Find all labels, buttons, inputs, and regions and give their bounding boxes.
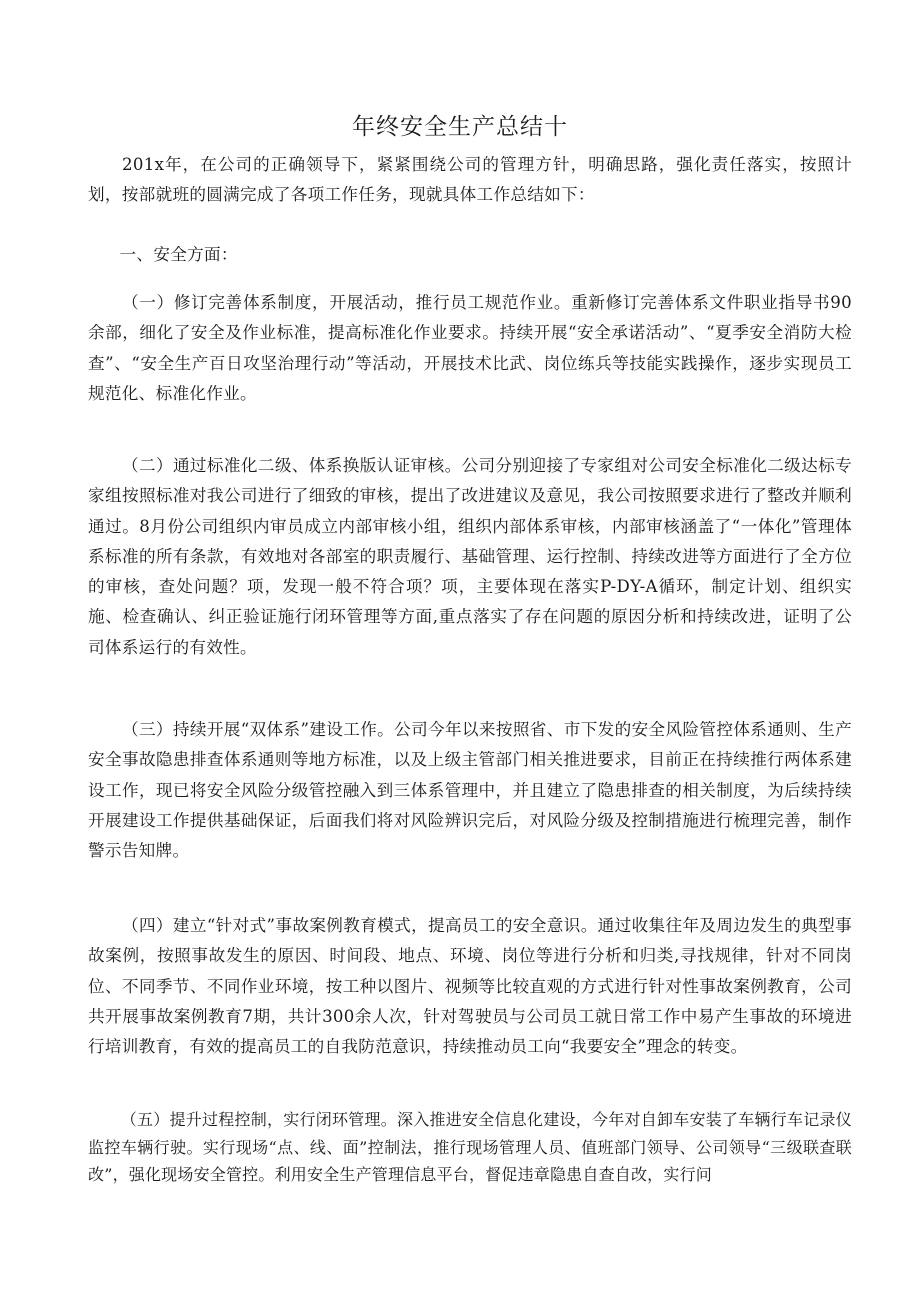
paragraph-5-process-control: （五）提升过程控制，实行闭环管理。深入推进安全信息化建设，今年对自卸车安装了车辆行车记录仪监控车辆行驶。实行现场“点、线、面”控制法，推行现场管理人员、值班部门领导、公司领导“三级联查联改”，强化现场安全管控。利用安全生产管理信息平台，督促违章隐患自查自改，实行问 [88, 1110, 852, 1184]
intro-paragraph: 201x年，在公司的正确领导下，紧紧围绕公司的管理方针，明确思路，强化责任落实，按照计划，按部就班的圆满完成了各项工作任务，现就具体工作总结如下： [88, 155, 852, 205]
paragraph-3-dual-system: （三）持续开展“双体系”建设工作。公司今年以来按照省、市下发的安全风险管控体系通则、生产安全事故隐患排查体系通则等地方标准，以及上级主管部门相关推进要求，目前正在持续推行两体系建设工作，现已将安全风险分级管控融入到三体系管理中，并且建立了隐患排查的相关制度，为后续持续开展建设工作提供基础保证，后面我们将对风险辨识完后，对风险分级及控制措施进行梳理完善，制作警示告知牌。 [88, 720, 852, 861]
paragraph-1-system-revision: （一）修订完善体系制度，开展活动，推行员工规范作业。重新修订完善体系文件职业指导书90余部，细化了安全及作业标准，提高标准化作业要求。持续开展“安全承诺活动”、“夏季安全消防大检查”、“安全生产百日攻坚治理行动”等活动，开展技术比武、岗位练兵等技能实践操作，逐步实现员工规范化、标准化作业。 [88, 293, 852, 403]
paragraph-4-case-education: （四）建立“针对式”事故案例教育模式，提高员工的安全意识。通过收集往年及周边发生的典型事故案例，按照事故发生的原因、时间段、地点、环境、岗位等进行分析和归类,寻找规律，针对不同岗位、不同季节、不同作业环境，按工种以图片、视频等比较直观的方式进行针对性事故案例教育，公司共开展事故案例教育7期，共计300余人次，针对驾驶员与公司员工就日常工作中易产生事故的环境进行培训教育，有效的提高员工的自我防范意识，持续推动员工向“我要安全”理念的转变。 [88, 916, 852, 1057]
document-title: 年终安全生产总结十 [352, 114, 568, 140]
paragraph-2-standardization-audit: （二）通过标准化二级、体系换版认证审核。公司分别迎接了专家组对公司安全标准化二级达标专家组按照标准对我公司进行了细致的审核，提出了改进建议及意见，我公司按照要求进行了整改并顺利通过。8月份公司组织内审员成立内部审核小组，组织内部体系审核，内部审核涵盖了“一体化”管理体系标准的所有条款，有效地对各部室的职责履行、基础管理、运行控制、持续改进等方面进行了全方位的审核，查处问题？项，发现一般不符合项？项，主要体现在落实P-DY-A循环，制定计划、组织实施、检查确认、纠正验证施行闭环管理等方面,重点落实了存在问题的原因分析和持续改进，证明了公司体系运行的有效性。 [88, 456, 852, 657]
section-heading-safety: 一、安全方面： [119, 245, 238, 264]
